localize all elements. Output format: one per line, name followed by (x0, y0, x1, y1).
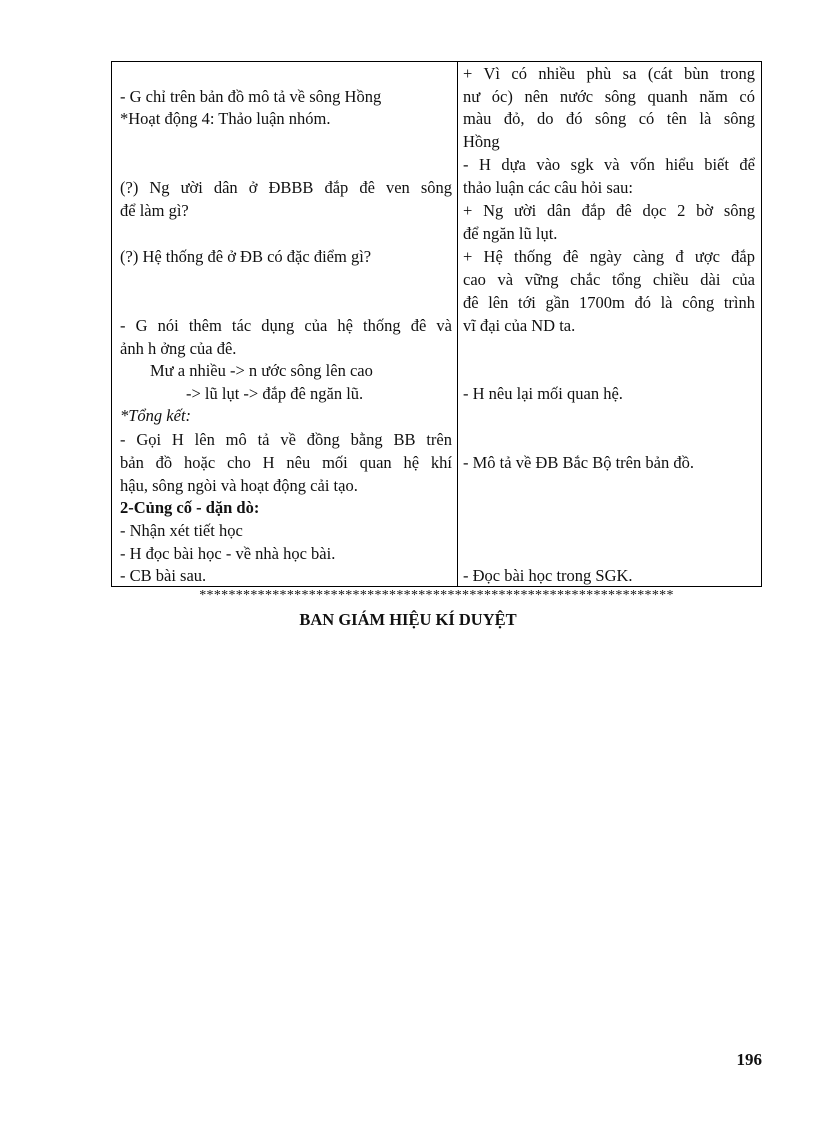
right-line: - Đọc bài học trong SGK. (463, 566, 633, 585)
separator-stars: ***************************************************************** (199, 588, 674, 603)
column-divider (457, 62, 458, 586)
left-line: - G chỉ trên bản đồ mô tả về sông Hồng (120, 87, 382, 106)
lesson-table (111, 61, 762, 587)
left-line: (?) Ng ười dân ở ĐBBB đắp đê ven sông (120, 178, 452, 197)
left-line: - CB bài sau. (120, 566, 207, 585)
left-line: Mư a nhiều -> n ước sông lên cao (150, 361, 373, 380)
left-line: - Nhận xét tiết học (120, 521, 243, 540)
left-line: - G nói thêm tác dụng của hệ thống đê và (120, 316, 452, 335)
section-heading: 2-Củng cố - dặn dò: (120, 498, 260, 517)
left-line: - Gọi H lên mô tả về đồng bằng BB trên (120, 430, 452, 449)
left-line: (?) Hệ thống đê ở ĐB có đặc điểm gì? (120, 247, 372, 266)
right-line: nư óc) nên nước sông quanh năm có (463, 87, 755, 106)
right-line: đê lên tới gần 1700m đó là công trình (463, 293, 755, 312)
right-line: thảo luận các câu hỏi sau: (463, 178, 633, 197)
right-line: - H dựa vào sgk và vốn hiểu biết để (463, 155, 755, 174)
right-line: cao và vững chắc tổng chiều dài của (463, 270, 755, 289)
page-number: 196 (736, 1050, 762, 1069)
right-line: + Ng ười dân đắp đê dọc 2 bờ sông (463, 201, 755, 220)
right-line: Hồng (463, 132, 500, 151)
signature-title: BAN GIÁM HIỆU KÍ DUYỆT (299, 610, 517, 629)
right-line: màu đỏ, do đó sông có tên là sông (463, 109, 755, 128)
left-line: hậu, sông ngòi và hoạt động cải tạo. (120, 476, 358, 495)
right-line: vĩ đại của ND ta. (463, 316, 576, 335)
right-line: + Vì có nhiều phù sa (cát bùn trong (463, 64, 755, 83)
right-line: - H nêu lại mối quan hệ. (463, 384, 623, 403)
right-line: để ngăn lũ lụt. (463, 224, 558, 243)
left-line: *Tổng kết: (120, 406, 192, 425)
right-line: + Hệ thống đê ngày càng đ ược đắp (463, 247, 755, 266)
left-line: bản đồ hoặc cho H nêu mối quan hệ khí (120, 453, 452, 472)
left-line: ảnh h ởng của đê. (120, 339, 237, 358)
left-line: -> lũ lụt -> đắp đê ngăn lũ. (186, 384, 364, 403)
left-line: *Hoạt động 4: Thảo luận nhóm. (120, 109, 331, 128)
left-line: - H đọc bài học - về nhà học bài. (120, 544, 336, 563)
right-line: - Mô tả về ĐB Bắc Bộ trên bản đồ. (463, 453, 694, 472)
left-line: để làm gì? (120, 201, 189, 220)
